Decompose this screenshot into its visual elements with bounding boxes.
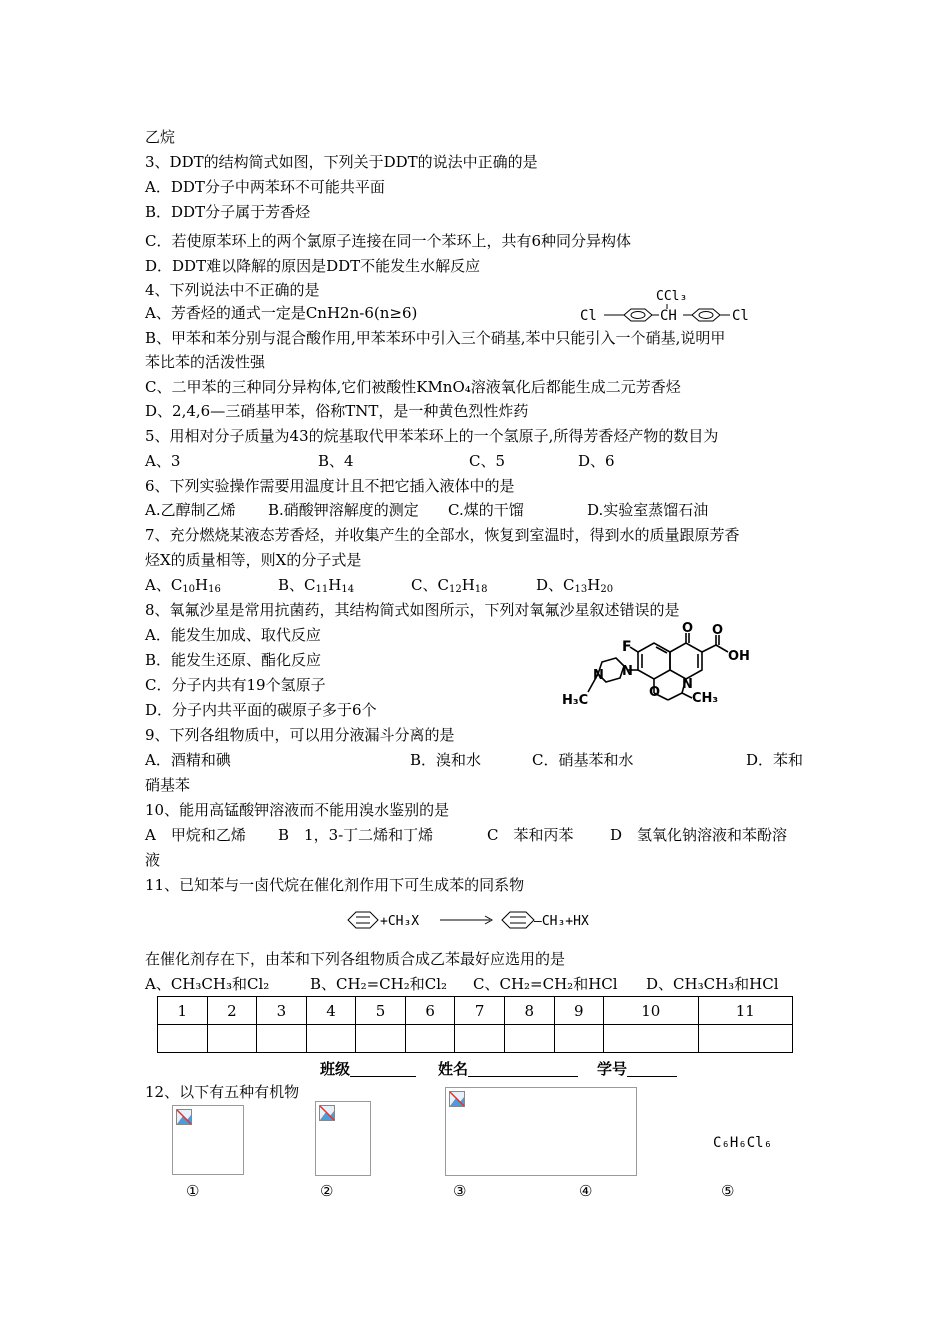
answer-header-cell: 10 (604, 997, 698, 1025)
q3-option-c: C．若使原苯环上的两个氯原子连接在同一个苯环上，共有6种同分异构体 (145, 232, 632, 250)
answer-header-cell: 8 (504, 997, 554, 1025)
answer-header-cell: 1 (158, 997, 208, 1025)
q4-option-d: D、2,4,6—三硝基甲苯，俗称TNT，是一种黄色烈性炸药 (145, 402, 529, 420)
q6-option: C.煤的干馏 (448, 501, 524, 519)
ddt-cl-left: Cl (580, 308, 597, 324)
question-9: 9、下列各组物质中，可以用分液漏斗分离的是 (145, 726, 455, 744)
compound-3-4-image (445, 1087, 637, 1176)
q7-option: C、$C_{12}H_{18}$ (411, 576, 488, 595)
q7-option: D、$C_{13}H_{20}$ (536, 576, 614, 595)
oflox-oh: OH (728, 649, 750, 664)
question-10: 10、能用高锰酸钾溶液而不能用溴水鉴别的是 (145, 801, 450, 819)
q4-option-b-cont: 苯比苯的活泼性强 (145, 353, 266, 371)
answer-cell[interactable] (207, 1025, 257, 1053)
answer-cell[interactable] (405, 1025, 455, 1053)
q9-option: B．溴和水 (410, 751, 482, 769)
answer-cell[interactable] (306, 1025, 356, 1053)
compound-label: ⑤ (721, 1182, 735, 1200)
ddt-ccl3: CCl₃ (656, 289, 688, 304)
answer-table-header (158, 997, 793, 1025)
answer-table (157, 996, 793, 1053)
q5-option: B、4 (318, 452, 354, 470)
ofloxacin-structure (558, 618, 758, 713)
q4-option-a: A、芳香烃的通式一定是CnH2n-6(n≥6) (145, 304, 418, 322)
question-3: 3、DDT的结构简式如图，下列关于DDT的说法中正确的是 (145, 153, 538, 171)
name-label: 姓名 (438, 1058, 578, 1079)
answer-header-cell: 9 (554, 997, 604, 1025)
q11-option: D、CH₃CH₃和HCl (646, 975, 779, 993)
q10-option-cont: 液 (145, 851, 161, 869)
answer-cell[interactable] (698, 1025, 793, 1053)
q3-option-b: B．DDT分子属于芳香烃 (145, 203, 311, 221)
answer-header-cell: 11 (698, 997, 793, 1025)
broken-image-icon (319, 1105, 335, 1121)
answer-header-cell: 4 (306, 997, 356, 1025)
ddt-structure (570, 284, 780, 328)
question-5: 5、用相对分子质量为43的烷基取代甲苯苯环上的一个氢原子,所得芳香烃产物的数目为 (145, 427, 719, 445)
answer-header-cell: 3 (257, 997, 307, 1025)
class-label: 班级 (320, 1058, 416, 1079)
student-id-label: 学号 (597, 1058, 677, 1079)
q5-option: A、3 (145, 452, 181, 470)
answer-cell[interactable] (356, 1025, 406, 1053)
oflox-n-pip2: N (593, 668, 604, 683)
q10-option: D 氢氧化钠溶液和苯酚溶 (610, 826, 788, 844)
ddt-cl-right: Cl (732, 308, 749, 324)
q9-option: A．酒精和碘 (145, 751, 231, 769)
oflox-h3c: H₃C (562, 693, 589, 708)
question-7-cont: 烃X的质量相等，则X的分子式是 (145, 551, 362, 569)
q7-option: B、$C_{11}H_{14}$ (278, 576, 355, 595)
question-4: 4、下列说法中不正确的是 (145, 281, 320, 299)
compound-2-image (315, 1101, 371, 1176)
q11-option: A、CH₃CH₃和Cl₂ (145, 975, 270, 993)
reaction-reagent: +CH₃X (380, 914, 420, 929)
answer-cell[interactable] (604, 1025, 698, 1053)
question-7: 7、充分燃烧某液态芳香烃，并收集产生的全部水，恢复到室温时，得到水的质量跟原芳香 (145, 526, 740, 544)
q8-option-b: B．能发生还原、酯化反应 (145, 651, 322, 669)
oflox-o-keto: O (682, 621, 694, 636)
compound-5-formula: C₆H₆Cl₆ (713, 1135, 773, 1151)
compound-label: ③ (453, 1182, 467, 1200)
oflox-ch3: CH₃ (692, 691, 719, 706)
q6-option: B.硝酸钾溶解度的测定 (268, 501, 419, 519)
oflox-o-ring: O (649, 685, 661, 700)
answer-cell[interactable] (257, 1025, 307, 1053)
text-line: 乙烷 (145, 128, 176, 146)
q5-option: D、6 (578, 452, 615, 470)
compound-label: ① (186, 1182, 200, 1200)
answer-header-cell: 7 (455, 997, 505, 1025)
oflox-f: F (622, 639, 632, 655)
compound-label: ④ (579, 1182, 593, 1200)
q6-option: A.乙醇制乙烯 (145, 501, 236, 519)
q4-option-b: B、甲苯和苯分别与混合酸作用,甲苯苯环中引入三个硝基,苯中只能引入一个硝基,说明甲 (145, 329, 726, 347)
answer-header-cell: 2 (207, 997, 257, 1025)
compound-label: ② (320, 1182, 334, 1200)
q11-option: C、CH₂=CH₂和HCl (473, 975, 618, 993)
q8-option-a: A．能发生加成、取代反应 (145, 626, 321, 644)
q10-option: A 甲烷和乙烯 (145, 826, 246, 844)
q9-option: D．苯和 (746, 751, 804, 769)
reaction-product: —CH₃+HX (534, 914, 589, 929)
answer-table-row (158, 1025, 793, 1053)
q3-option-a: A．DDT分子中两苯环不可能共平面 (145, 178, 385, 196)
question-12: 12、以下有五种有机物 (145, 1083, 300, 1101)
question-6: 6、下列实验操作需要用温度计且不把它插入液体中的是 (145, 477, 515, 495)
q9-option: C．硝基苯和水 (532, 751, 634, 769)
answer-header-cell: 5 (356, 997, 406, 1025)
reaction-scheme (340, 898, 620, 940)
question-11: 11、已知苯与一卤代烷在催化剂作用下可生成苯的同系物 (145, 876, 525, 894)
answer-cell[interactable] (504, 1025, 554, 1053)
broken-image-icon (449, 1091, 465, 1107)
broken-image-icon (176, 1109, 192, 1125)
oflox-n-ring: N (682, 677, 693, 692)
q7-option: A、$C_{10}H_{16}$ (145, 576, 221, 595)
answer-cell[interactable] (554, 1025, 604, 1053)
q3-option-d: D．DDT难以降解的原因是DDT不能发生水解反应 (145, 257, 481, 275)
q5-option: C、5 (469, 452, 506, 470)
q8-option-c: C．分子内共有19个氢原子 (145, 676, 326, 694)
ddt-ch: CH (660, 308, 677, 324)
answer-cell[interactable] (455, 1025, 505, 1053)
q9-option-cont: 硝基苯 (145, 776, 191, 794)
answer-cell[interactable] (158, 1025, 208, 1053)
oflox-o-acid: O (712, 623, 724, 638)
compound-1-image (172, 1105, 244, 1175)
answer-header-cell: 6 (405, 997, 455, 1025)
question-8: 8、氧氟沙星是常用抗菌药，其结构简式如图所示，下列对氧氟沙星叙述错误的是 (145, 601, 680, 619)
q6-option: D.实验室蒸馏石油 (587, 501, 709, 519)
q8-option-d: D．分子内共平面的碳原子多于6个 (145, 701, 377, 719)
oflox-n-pip1: N (622, 664, 633, 679)
q4-option-c: C、二甲苯的三种同分异构体,它们被酸性KMnO₄溶液氧化后都能生成二元芳香烃 (145, 378, 681, 396)
q11-option: B、CH₂=CH₂和Cl₂ (310, 975, 448, 993)
q10-option: C 苯和丙苯 (487, 826, 574, 844)
q10-option: B 1，3-丁二烯和丁烯 (278, 826, 434, 844)
question-11-cont: 在催化剂存在下，由苯和下列各组物质合成乙苯最好应选用的是 (145, 950, 566, 968)
